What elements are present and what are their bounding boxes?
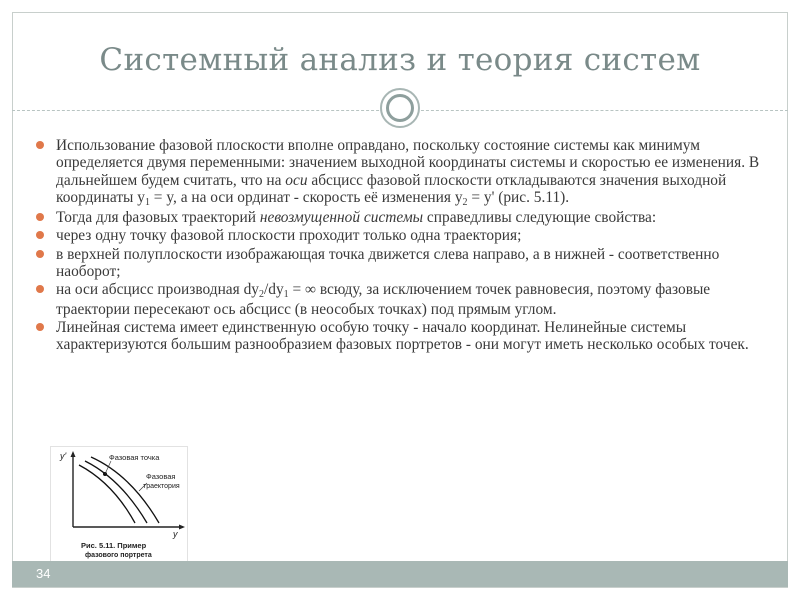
bullet-text: Линейная система имеет единственную особую точку - начало координат. Нелинейные системы характеризуются большим разнообразием фазовых портретов - они могут иметь несколько особых точек. [56,318,749,354]
bullet-dot-icon [36,141,44,149]
x-axis-label: y [173,529,178,539]
trajectory-label: траектория [143,483,180,490]
x-axis-arrow-icon [179,525,185,530]
phase-portrait-figure [50,446,188,562]
bullet-text: на оси абсцисс производная dy [56,281,259,299]
y-axis-label: y' [60,451,67,461]
bullet-item [36,227,776,244]
bullet-text: абсцисс фазовой плоскости откладываются значения выходной координаты y [56,171,727,206]
bullet-item [36,319,776,354]
bullet-text: Тогда для фазовых траекторий [56,209,260,227]
bullet-text: Использование фазовой плоскости вполне оправдано, поскольку состояние системы как минимум определяется двумя переменными: значением выходной координаты системы и скоростью ее изменения. В дальнейшем будем считать, что на [56,137,760,189]
subscript: 1 [283,289,289,301]
bullet-italic: невозмущенной системы [259,209,424,227]
footer-bar [12,561,788,587]
divider-ornament-icon [386,94,414,122]
bullet-item [36,209,776,226]
bullet-text: /dy [263,281,284,299]
bullet-text: = y' (рис. 5.11). [467,188,570,206]
bullet-text: = ∞ всюду, за исключением точек равновесия, поэтому фазовые траектории пересекают ось абсцисс (в неособых точках) под прямым углом. [56,281,711,318]
subscript: 2 [462,196,468,208]
subscript: 2 [258,289,264,301]
subscript: 1 [144,196,150,208]
y-axis-arrow-icon [71,451,76,457]
bullet-dot-icon [36,231,44,239]
trajectory-line [91,457,159,523]
phase-point-label: Фазовая точка [109,453,160,462]
figure-caption: Рис. 5.11. Пример [81,541,147,550]
figure-caption: фазового портрета [85,552,152,559]
bullet-dot-icon [36,285,44,293]
trajectory-label: Фазовая [146,472,176,481]
bullet-item [36,137,776,208]
bullet-item [36,281,776,318]
bullet-italic: оси [285,171,308,189]
bullet-text: справедливы следующие свойства: [423,209,657,227]
bullet-dot-icon [36,213,44,221]
phase-portrait-diagram [51,447,187,561]
bullet-text: = y, а на оси ординат - скорость её изменения y [149,188,463,206]
bullet-dot-icon [36,250,44,258]
bullet-text: в верхней полуплоскости изображающая точка движется слева направо, а в нижней - соответственно наоборот; [56,245,720,281]
page-number: 34 [36,566,51,581]
bullet-list [36,137,776,355]
bullet-text: через одну точку фазовой плоскости проходит только одна траектория; [56,227,522,245]
slide-title: Системный анализ и теория систем [99,42,701,78]
bullet-item [36,246,776,281]
bullet-dot-icon [36,323,44,331]
